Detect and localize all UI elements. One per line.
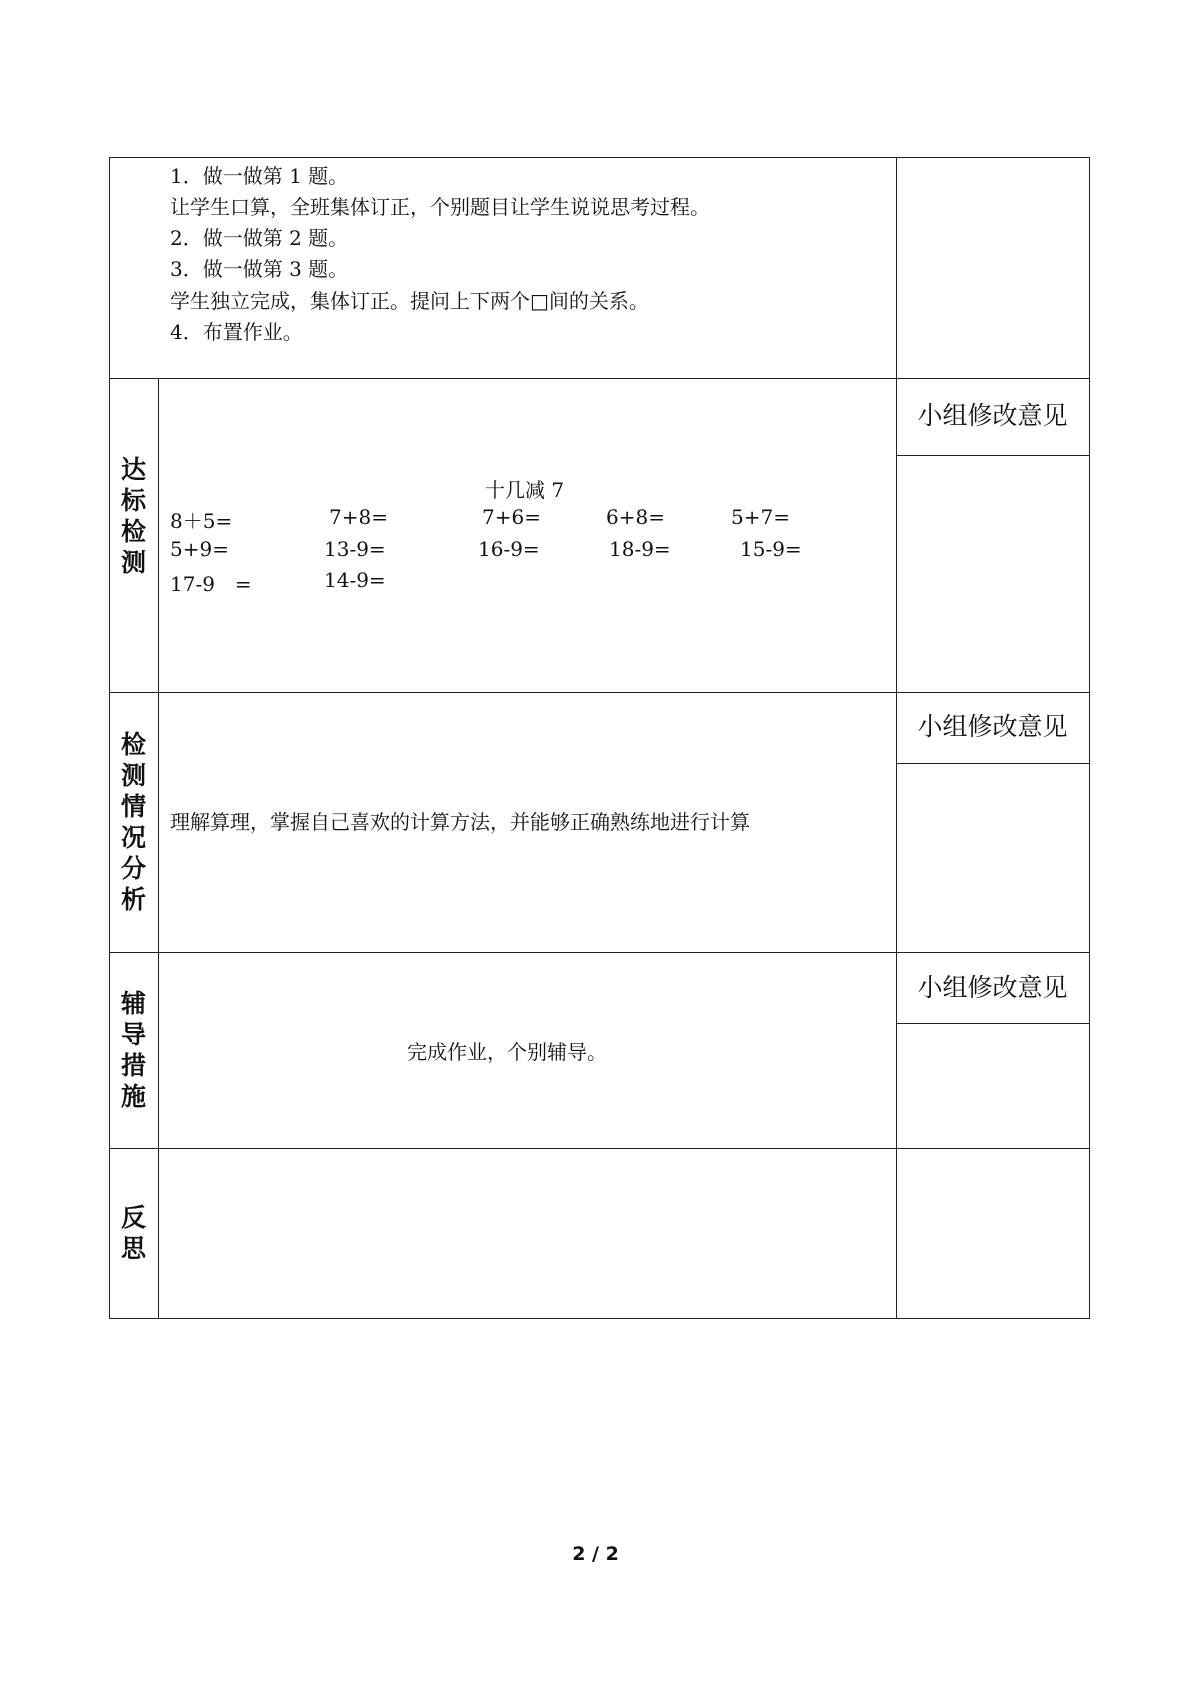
exercise-1-3: 7+6= (482, 505, 541, 529)
opinion-divider-analysis (896, 763, 1090, 764)
col-border-label (158, 378, 159, 1319)
analysis-text: 理解算理，掌握自己喜欢的计算方法，并能够正确熟练地进行计算 (170, 810, 750, 834)
row-border-test-top (109, 378, 1090, 379)
section-label-reflection: 反思 (120, 1203, 146, 1263)
section-label-analysis: 检测情况分析 (120, 730, 146, 914)
exercise-3-2: 14-9= (324, 568, 386, 592)
exercise-3-1: 17-9 = (170, 572, 252, 596)
row-border-coaching-top (109, 952, 1090, 953)
plan-line-4: 3．做一做第 3 题。 (170, 257, 349, 281)
exercise-2-1: 5+9= (170, 537, 229, 561)
plan-line-3: 2．做一做第 2 题。 (170, 226, 349, 250)
opinion-header-test: 小组修改意见 (917, 401, 1068, 430)
test-title: 十几减 7 (485, 478, 565, 502)
plan-line-1: 1．做一做第 1 题。 (170, 164, 349, 188)
opinion-header-analysis: 小组修改意见 (917, 712, 1068, 741)
plan-line-6: 4．布置作业。 (170, 320, 303, 344)
col-border-right (1089, 157, 1090, 1319)
row-border-reflection-top (109, 1148, 1090, 1149)
section-label-coaching: 辅导措施 (120, 989, 146, 1111)
opinion-divider-test (896, 455, 1090, 456)
exercise-1-2: 7+8= (329, 505, 388, 529)
exercise-1-1: 8＋5= (170, 509, 233, 533)
exercise-2-4: 18-9= (609, 537, 671, 561)
section-label-test: 达标检测 (120, 455, 146, 577)
page-number: 2 / 2 (572, 1543, 619, 1565)
row-border-bottom (109, 1318, 1090, 1319)
exercise-2-2: 13-9= (324, 537, 386, 561)
exercise-2-5: 15-9= (740, 537, 802, 561)
opinion-divider-coaching (896, 1023, 1090, 1024)
plan-line-5: 学生独立完成，集体订正。提问上下两个□间的关系。 (170, 289, 649, 313)
exercise-1-4: 6+8= (606, 505, 665, 529)
row-border-analysis-top (109, 692, 1090, 693)
coaching-text: 完成作业，个别辅导。 (407, 1040, 607, 1064)
plan-line-2: 让学生口算，全班集体订正，个别题目让学生说说思考过程。 (170, 195, 710, 219)
row-border-top (109, 157, 1090, 158)
exercise-1-5: 5+7= (731, 505, 790, 529)
opinion-header-coaching: 小组修改意见 (917, 973, 1068, 1002)
exercise-2-3: 16-9= (478, 537, 540, 561)
